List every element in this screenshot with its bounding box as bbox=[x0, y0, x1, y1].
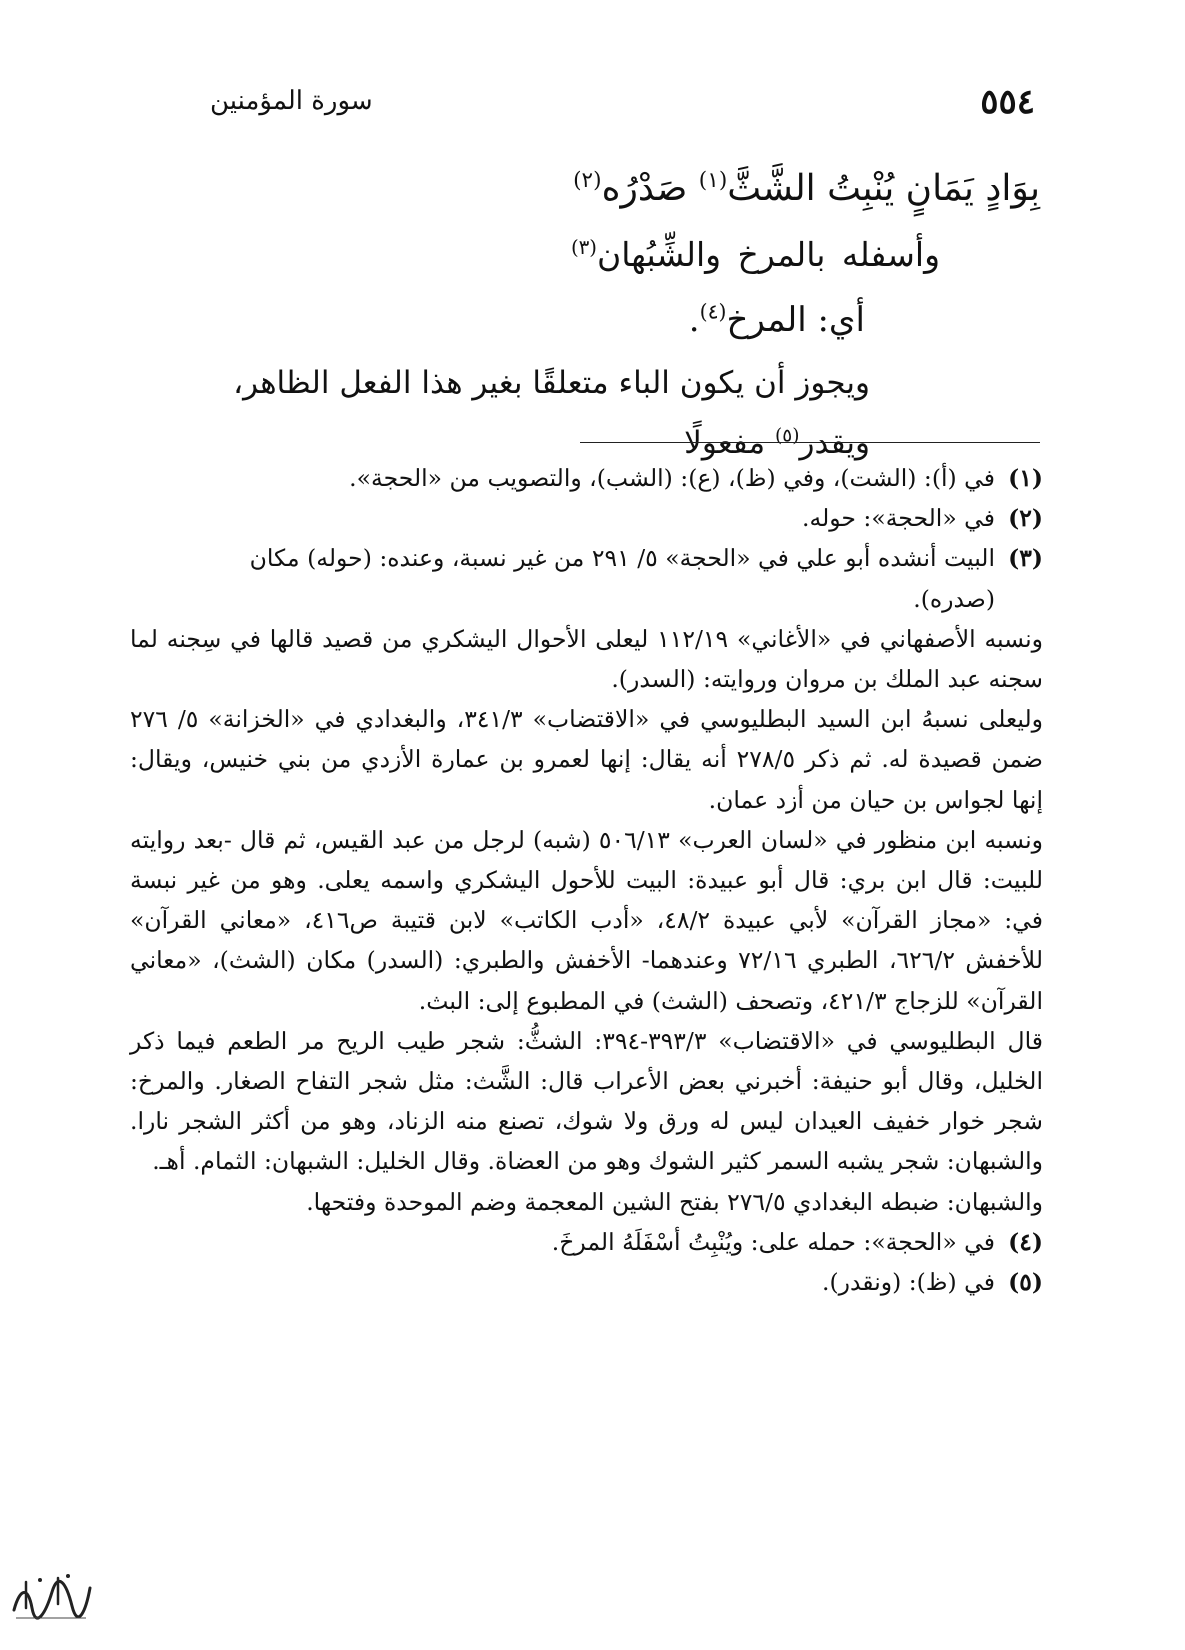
footnote-ref-1: (١) bbox=[698, 168, 728, 193]
footnote-divider bbox=[580, 442, 1040, 443]
footnote-3-paragraph-3: وليعلى نسبهُ ابن السيد البطليوسي في «الاقتضاب» ٣٤١/٣، والبغدادي في «الخزانة» ٥/ ٢٧٦ ضمن قصيدة له. ثم ذكر ٢٧٨/٥ أنه يقال: إنها لعمرو بن عمارة الأزدي من بني خنيس، ويقال: إنها لجواس بن حيان من أزد عمان. bbox=[130, 705, 1043, 814]
footnote-ref-5: (٥) bbox=[774, 425, 800, 447]
page-header bbox=[150, 82, 1035, 132]
main-text bbox=[140, 155, 1040, 473]
footnote-ref-4: (٤) bbox=[699, 299, 727, 324]
explanation-line: أي: المرخ$^{(٤)}$. bbox=[688, 299, 865, 340]
page-number: ٥٥٤ bbox=[980, 82, 1035, 122]
footnote-3-continuation: (صدره). bbox=[913, 584, 995, 613]
footnote-3: (٣)البيت أنشده أبو علي في «الحجة» ٥/ ٢٩١ من غير نسبة، وعنده: (حوله) مكان bbox=[249, 544, 1043, 573]
calligraphy-logo bbox=[6, 1568, 96, 1628]
footnote-4: (٤)في «الحجة»: حمله على: ويُنْبِتُ أسْفَلَهُ المرخَ. bbox=[551, 1227, 1043, 1256]
footnote-3-paragraph-6: والشبهان: ضبطه البغدادي ٢٧٦/٥ بفتح الشين المعجمة وضم الموحدة وفتحها. bbox=[306, 1187, 1043, 1216]
footnote-3-paragraph-4: ونسبه ابن منظور في «لسان العرب» ٥٠٦/١٣ (شبه) لرجل من عبد القيس، ثم قال -بعد روايته للبيت: قال ابن بري: قال أبو عبيدة: البيت للأحول اليشكري واسمه يعلى. وهو من غير نبسة في: «مجاز القرآن» لأبي عبيدة ٤٨/٢، «أدب الكاتب» لابن قتيبة ص٤١٦، «معاني القرآن» للأخفش ٦٢٦/٢، الطبري ٧٢/١٦ وعندهما- الأخفش والطبري: (السدر) مكان (الشث)، «معاني القرآن» للزجاج ٤٢١/٣، وتصحف (الشث) في المطبوع إلى: البث. bbox=[130, 825, 1043, 1015]
verse-line-2: وأسفله بالمرخ والشِّبُهان$^{(٣)}$ bbox=[570, 235, 940, 274]
body-line: ويجوز أن يكون الباء متعلقًا بغير هذا الفعل الظاهر، ويقدر$^{(٥)}$ مفعولًا bbox=[233, 365, 870, 461]
footnote-ref-2: (٢) bbox=[573, 168, 602, 193]
footnote-1: (١)في (أ): (الشت)، وفي (ظ)، (ع): (الشب)، والتصويب من «الحجة». bbox=[349, 464, 1043, 492]
footnote-5: (٥)في (ظ): (ونقدر). bbox=[821, 1268, 1043, 1297]
footnote-2: (٢)في «الحجة»: حوله. bbox=[802, 504, 1043, 533]
footnote-3-paragraph-2: ونسبه الأصفهاني في «الأغاني» ١١٢/١٩ ليعلى الأحوال اليشكري من قصيد قالها في سِجنه لما سجنه عبد الملك بن مروان وروايته: (السدر). bbox=[130, 624, 1044, 694]
footnotes bbox=[130, 458, 1043, 1302]
verse-line-1: بِوَادٍ يَمَانٍ يُنْبِتُ الشَّثَّ$^{(١)}$ صَدْرُه$^{(٢)}$ bbox=[573, 168, 1040, 209]
footnote-ref-3: (٣) bbox=[570, 236, 598, 259]
surah-title: سورة المؤمنين bbox=[210, 86, 373, 116]
footnote-3-paragraph-5: قال البطليوسي في «الاقتضاب» ٣٩٣/٣-٣٩٤: الشثُّ: شجر طيب الريح مر الطعم فيما ذكر الخليل، وقال أبو حنيفة: أخبرني بعض الأعراب قال: الشَّث: مثل شجر التفاح الصغار. والمرخ: شجر خوار خفيف العيدان ليس له ورق ولا شوك، تصنع منه الزناد، وهو من أكثر الشجر نارا. والشبهان: شجر يشبه السمر كثير الشوك وهو من العضاة. وقال الخليل: الشبهان: الثمام. أهـ. bbox=[130, 1026, 1043, 1176]
